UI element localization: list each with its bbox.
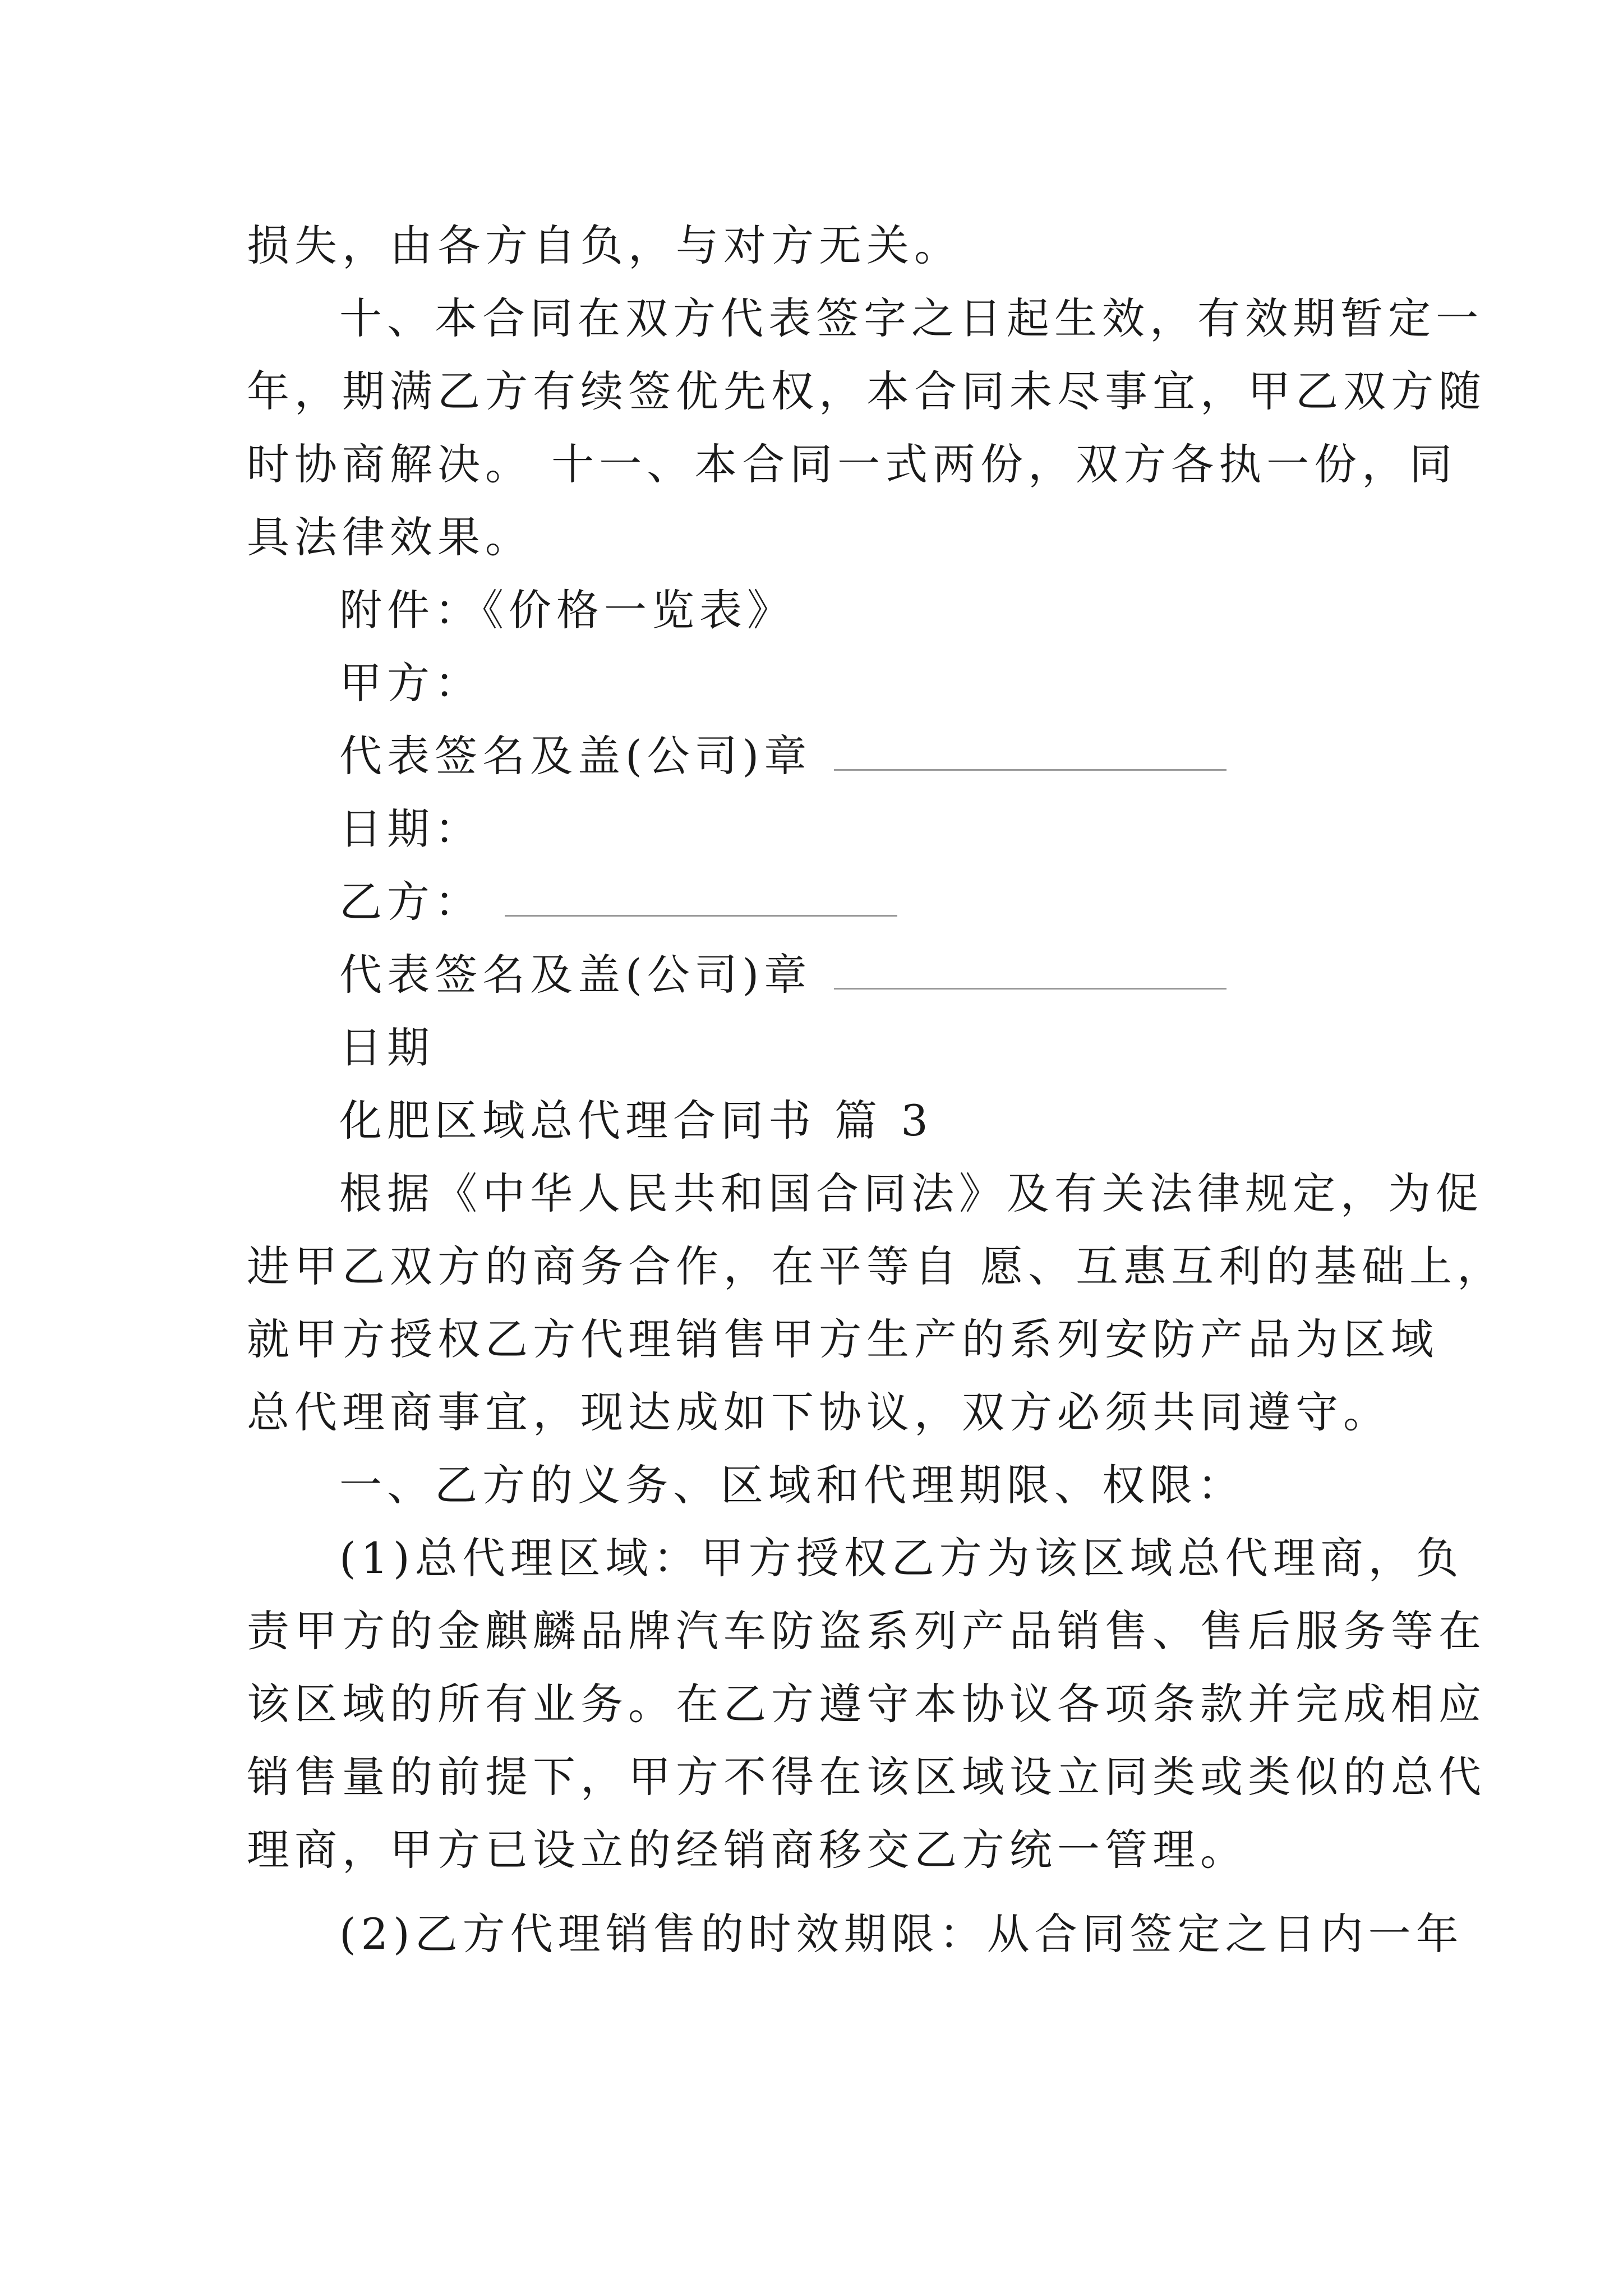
section-heading: 化肥区域总代理合同书 篇 3 bbox=[339, 1096, 933, 1145]
party-b-blank bbox=[505, 876, 897, 917]
clause-1-heading: 一、乙方的义务、区域和代理期限、权限： bbox=[339, 1460, 1245, 1510]
paragraph-line: 该区域的所有业务。在乙方遵守本协议各项条款并完成相应 bbox=[247, 1679, 1486, 1729]
intro-line: 根据《中华人民共和国合同法》及有关法律规定，为促 bbox=[339, 1168, 1483, 1218]
paragraph-line: 时协商解决。 十一、本合同一式两份，双方各执一份，同 bbox=[247, 439, 1458, 489]
party-b-signature-label: 代表签名及盖(公司)章 bbox=[339, 950, 812, 1000]
party-b-signature-blank bbox=[834, 949, 1227, 990]
paragraph-line: 就甲方授权乙方代理销售甲方生产的系列安防产品为区域 bbox=[247, 1314, 1438, 1364]
attachment-line: 附件：《价格一览表》 bbox=[339, 585, 795, 635]
paragraph-line: 年，期满乙方有续签优先权，本合同未尽事宜，甲乙双方随 bbox=[247, 366, 1486, 416]
paragraph-line: 责甲方的金麒麟品牌汽车防盗系列产品销售、售后服务等在 bbox=[247, 1606, 1486, 1656]
party-a-date-label: 日期： bbox=[339, 804, 482, 854]
party-a-signature-blank bbox=[834, 730, 1227, 771]
paragraph-line: 销售量的前提下，甲方不得在该区域设立同类或类似的总代 bbox=[247, 1752, 1486, 1802]
party-b-row bbox=[339, 874, 897, 930]
party-b-date-label: 日期 bbox=[339, 1023, 435, 1073]
clause-10-line: 十、本合同在双方代表签字之日起生效，有效期暂定一 bbox=[339, 293, 1483, 343]
paragraph-line: 总代理商事宜，现达成如下协议，双方必须共同遵守。 bbox=[247, 1387, 1391, 1437]
party-a-label: 甲方： bbox=[339, 658, 482, 708]
party-b-signature-row bbox=[339, 947, 1227, 1003]
paragraph-line: 具法律效果。 bbox=[247, 512, 533, 562]
paragraph-line: 损失，由各方自负，与对方无关。 bbox=[247, 220, 962, 270]
clause-1-2-line: (2)乙方代理销售的时效期限：从合同签定之日内一年 bbox=[339, 1909, 1464, 1959]
clause-1-1-line: (1)总代理区域：甲方授权乙方为该区域总代理商，负 bbox=[339, 1533, 1464, 1583]
party-a-signature-label: 代表签名及盖(公司)章 bbox=[339, 731, 812, 781]
paragraph-line: 进甲乙双方的商务合作，在平等自 愿、互惠互利的基础上， bbox=[247, 1241, 1505, 1291]
paragraph-line: 理商，甲方已设立的经销商移交乙方统一管理。 bbox=[247, 1825, 1248, 1875]
party-a-signature-row bbox=[339, 728, 1227, 784]
party-b-label: 乙方： bbox=[339, 877, 482, 927]
